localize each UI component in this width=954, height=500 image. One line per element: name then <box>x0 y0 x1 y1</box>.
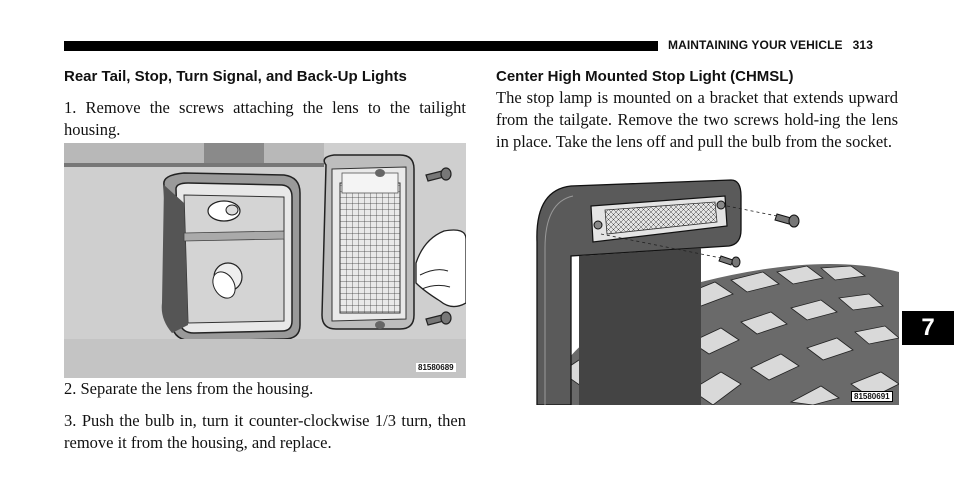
step-2-text: 2. Separate the lens from the housing. <box>64 379 314 398</box>
chmsl-drawing <box>501 172 899 405</box>
chmsl-illustration <box>501 172 899 405</box>
step-1-text: 1. Remove the screws attaching the lens to the tailight housing. <box>64 98 466 139</box>
chmsl-body-text: The stop lamp is mounted on a bracket that extends upward from the tailgate. Remove the two screws hold-ing the lens in place. Take the lens off and pull the bulb from the socket. <box>496 88 898 151</box>
section-heading-rear-lights: Rear Tail, Stop, Turn Signal, and Back-Up Lights <box>64 68 407 85</box>
section-heading-chmsl: Center High Mounted Stop Light (CHMSL) <box>496 68 794 85</box>
running-header <box>668 38 873 52</box>
tail-lamp-drawing <box>64 143 466 378</box>
header-rule <box>64 41 658 51</box>
section-title: MAINTAINING YOUR VEHICLE <box>668 38 843 52</box>
chapter-tab: 7 <box>902 311 954 345</box>
page-number: 313 <box>852 38 873 52</box>
step-3-text: 3. Push the bulb in, turn it counter-clockwise 1/3 turn, then remove it from the housing, and replace. <box>64 411 466 452</box>
figure-number-chmsl: 81580691 <box>851 391 893 402</box>
tail-lamp-illustration <box>64 143 466 378</box>
figure-number-tail-lamp: 81580689 <box>418 363 454 372</box>
